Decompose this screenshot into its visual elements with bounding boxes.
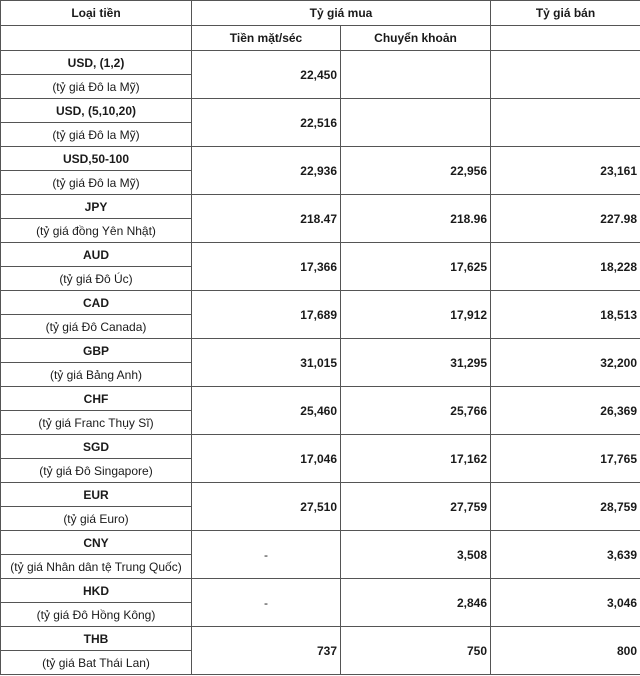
currency-row (1, 51, 640, 75)
cash-rate: 737 (192, 627, 341, 675)
currency-row (1, 531, 640, 555)
currency-name: (tỷ giá Đô Úc) (1, 267, 192, 291)
sell-rate: 28,759 (491, 483, 640, 531)
rate-table-body (1, 51, 640, 675)
cash-rate: 22,936 (192, 147, 341, 195)
transfer-rate: 218.96 (341, 195, 491, 243)
cash-rate: 27,510 (192, 483, 341, 531)
sell-rate: 800 (491, 627, 640, 675)
currency-code: SGD (1, 435, 192, 459)
currency-code: AUD (1, 243, 192, 267)
cash-rate: 17,046 (192, 435, 341, 483)
transfer-rate: 750 (341, 627, 491, 675)
header-sell-rate: Tỷ giá bán (491, 1, 640, 26)
currency-row (1, 483, 640, 507)
currency-row (1, 291, 640, 315)
sell-rate: 26,369 (491, 387, 640, 435)
currency-code: HKD (1, 579, 192, 603)
header-sell-blank (491, 26, 640, 51)
currency-code: THB (1, 627, 192, 651)
currency-code: EUR (1, 483, 192, 507)
cash-rate: 25,460 (192, 387, 341, 435)
transfer-rate: 27,759 (341, 483, 491, 531)
sell-rate (491, 51, 640, 99)
currency-row (1, 243, 640, 267)
header-buy-rate: Tỷ giá mua (192, 1, 491, 26)
currency-name: (tỷ giá Euro) (1, 507, 192, 531)
transfer-rate: 25,766 (341, 387, 491, 435)
cash-rate: - (192, 531, 341, 579)
sell-rate: 32,200 (491, 339, 640, 387)
transfer-rate: 17,625 (341, 243, 491, 291)
header-cash: Tiền mặt/séc (192, 26, 341, 51)
currency-row (1, 579, 640, 603)
currency-name: (tỷ giá Nhân dân tệ Trung Quốc) (1, 555, 192, 579)
currency-code: USD, (5,10,20) (1, 99, 192, 123)
sell-rate (491, 99, 640, 147)
transfer-rate: 22,956 (341, 147, 491, 195)
currency-code: USD,50-100 (1, 147, 192, 171)
transfer-rate: 17,162 (341, 435, 491, 483)
currency-row (1, 627, 640, 651)
sell-rate: 18,228 (491, 243, 640, 291)
transfer-rate: 2,846 (341, 579, 491, 627)
currency-code: JPY (1, 195, 192, 219)
currency-row (1, 99, 640, 123)
currency-code: USD, (1,2) (1, 51, 192, 75)
sell-rate: 23,161 (491, 147, 640, 195)
sell-rate: 227.98 (491, 195, 640, 243)
currency-name: (tỷ giá Đô la Mỹ) (1, 171, 192, 195)
currency-name: (tỷ giá Đô la Mỹ) (1, 123, 192, 147)
currency-row (1, 435, 640, 459)
currency-row (1, 147, 640, 171)
sell-rate: 18,513 (491, 291, 640, 339)
sell-rate: 3,639 (491, 531, 640, 579)
cash-rate: 17,366 (192, 243, 341, 291)
currency-row (1, 195, 640, 219)
currency-name: (tỷ giá Bảng Anh) (1, 363, 192, 387)
transfer-rate: 17,912 (341, 291, 491, 339)
cash-rate: - (192, 579, 341, 627)
currency-code: CAD (1, 291, 192, 315)
currency-code: CNY (1, 531, 192, 555)
currency-name: (tỷ giá Đô Singapore) (1, 459, 192, 483)
currency-name: (tỷ giá Đô Canada) (1, 315, 192, 339)
currency-name: (tỷ giá đồng Yên Nhật) (1, 219, 192, 243)
cash-rate: 17,689 (192, 291, 341, 339)
transfer-rate (341, 99, 491, 147)
currency-row (1, 339, 640, 363)
transfer-rate: 3,508 (341, 531, 491, 579)
header-transfer: Chuyển khoản (341, 26, 491, 51)
currency-code: GBP (1, 339, 192, 363)
currency-name: (tỷ giá Franc Thụy Sĩ) (1, 411, 192, 435)
header-currency-blank (1, 26, 192, 51)
cash-rate: 22,516 (192, 99, 341, 147)
currency-name: (tỷ giá Bat Thái Lan) (1, 651, 192, 675)
cash-rate: 22,450 (192, 51, 341, 99)
currency-name: (tỷ giá Đô Hồng Kông) (1, 603, 192, 627)
transfer-rate: 31,295 (341, 339, 491, 387)
currency-code: CHF (1, 387, 192, 411)
transfer-rate (341, 51, 491, 99)
currency-name: (tỷ giá Đô la Mỹ) (1, 75, 192, 99)
cash-rate: 31,015 (192, 339, 341, 387)
header-currency: Loại tiền (1, 1, 192, 26)
currency-row (1, 387, 640, 411)
sell-rate: 3,046 (491, 579, 640, 627)
sell-rate: 17,765 (491, 435, 640, 483)
cash-rate: 218.47 (192, 195, 341, 243)
